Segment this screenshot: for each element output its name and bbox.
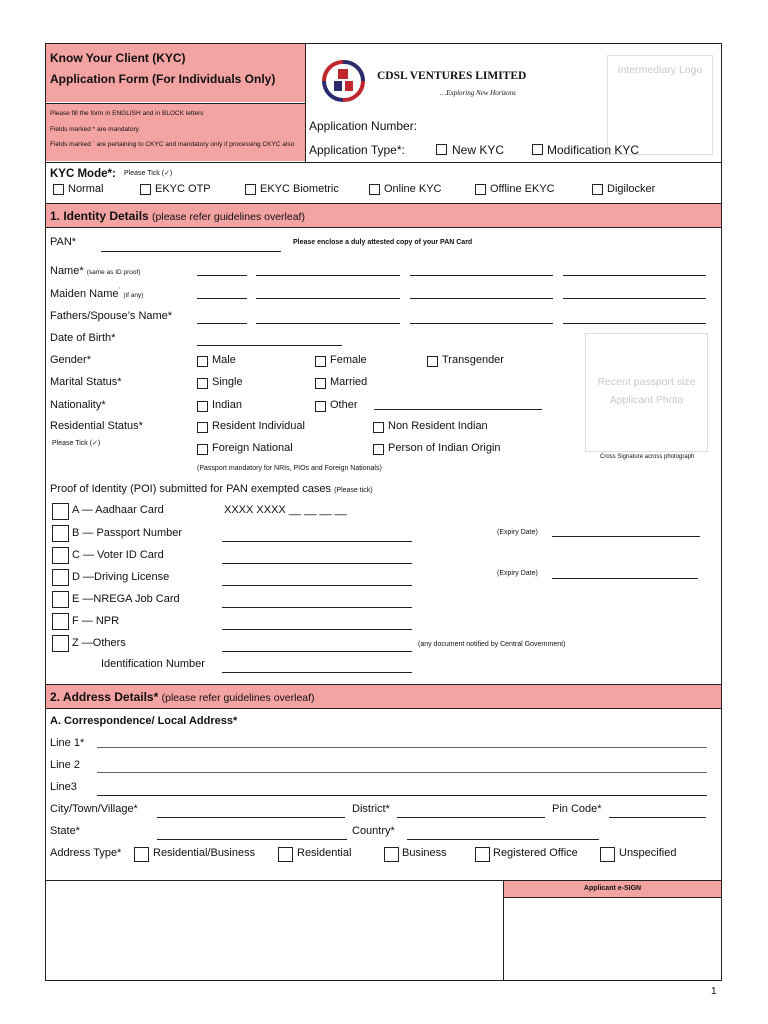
kyc-mode-normal-label: Normal: [68, 183, 104, 195]
poi-voter-label: C — Voter ID Card: [72, 549, 164, 561]
poi-label: Proof of Identity (POI) submitted for PAN exempted cases (Please tick): [50, 483, 373, 495]
father-first-input[interactable]: [256, 323, 400, 324]
company-name: CDSL VENTURES LIMITED: [377, 70, 527, 82]
application-type-label: Application Type*:: [309, 143, 405, 157]
country-input[interactable]: [407, 839, 599, 840]
foreign-national-label: Foreign National: [212, 442, 293, 454]
address-line3-input[interactable]: [97, 795, 707, 796]
header-divider: [305, 44, 306, 162]
address-line2-input[interactable]: [97, 772, 707, 773]
resident-individual-label: Resident Individual: [212, 420, 305, 432]
poi-passport-label: B — Passport Number: [72, 527, 183, 539]
modification-kyc-checkbox[interactable]: [532, 144, 543, 155]
nrega-input[interactable]: [222, 607, 412, 608]
identity-heading: 1. Identity Details: [50, 209, 149, 223]
driving-license-input[interactable]: [222, 585, 412, 586]
poi-voter-checkbox[interactable]: [52, 547, 69, 564]
esign-label: Applicant e-SIGN: [583, 885, 642, 892]
voter-id-input[interactable]: [222, 563, 412, 564]
state-label: State*: [50, 825, 80, 837]
gender-male-checkbox[interactable]: [197, 356, 208, 367]
maiden-first-input[interactable]: [256, 298, 400, 299]
poi-nrega-label: E —NREGA Job Card: [72, 593, 180, 605]
addr-type-registered-office-label: Registered Office: [493, 847, 578, 859]
kyc-mode-tick-note: Please Tick (✓): [124, 170, 173, 177]
foreign-national-checkbox[interactable]: [197, 444, 208, 455]
country-label: Country*: [352, 825, 395, 837]
form-title-line2: Application Form (For Individuals Only): [50, 72, 276, 86]
maiden-name-label: Maiden Name` (if any): [50, 288, 144, 300]
kyc-mode-label: KYC Mode*:: [50, 168, 116, 180]
gender-male-label: Male: [212, 354, 236, 366]
state-input[interactable]: [157, 839, 347, 840]
note-english: Please fill the form in ENGLISH and in BLOCK letters: [50, 110, 204, 117]
application-number-label: Application Number:: [309, 119, 418, 133]
kyc-mode-ekyc-biometric-checkbox[interactable]: [245, 184, 256, 195]
pan-note: Please enclose a duly attested copy of your PAN Card: [293, 239, 473, 246]
company-tagline: …Exploring New Horizons: [440, 89, 516, 97]
note-mandatory: Fields marked * are mandatory: [50, 126, 139, 133]
district-input[interactable]: [397, 817, 545, 818]
district-label: District*: [352, 803, 390, 815]
pin-code-label: Pin Code*: [552, 803, 602, 815]
photo-box-text: Recent passport size Applicant Photo: [597, 376, 696, 406]
kyc-mode-digilocker-label: Digilocker: [607, 183, 656, 195]
passport-mandatory-note: (Passport mandatory for NRIs, PIOs and Foreign Nationals): [197, 465, 382, 472]
poi-passport-checkbox[interactable]: [52, 525, 69, 542]
dob-label: Date of Birth*: [50, 332, 116, 344]
kyc-mode-online-checkbox[interactable]: [369, 184, 380, 195]
nationality-other-label: Other: [330, 399, 358, 411]
pan-input[interactable]: [101, 251, 281, 252]
name-first-input[interactable]: [256, 275, 400, 276]
non-resident-indian-label: Non Resident Indian: [388, 420, 488, 432]
addr-type-unspecified-label: Unspecified: [619, 847, 677, 859]
identity-heading-sub: (please refer guidelines overleaf): [152, 211, 305, 223]
kyc-mode-online-label: Online KYC: [384, 183, 442, 195]
driving-expiry-label: (Expiry Date): [497, 570, 538, 577]
address-line2-label: Line 2: [50, 759, 80, 771]
addr-type-business-label: Business: [402, 847, 447, 859]
nationality-label: Nationality*: [50, 399, 106, 411]
gender-transgender-label: Transgender: [442, 354, 504, 366]
others-input[interactable]: [222, 651, 412, 652]
non-resident-indian-checkbox[interactable]: [373, 422, 384, 433]
addr-type-residential-label: Residential: [297, 847, 352, 859]
father-name-label: Fathers/Spouse’s Name*: [50, 310, 173, 322]
npr-input[interactable]: [222, 629, 412, 630]
nationality-other-checkbox[interactable]: [315, 401, 326, 412]
city-label: City/Town/Village*: [50, 803, 138, 815]
kyc-mode-ekyc-otp-label: EKYC OTP: [155, 183, 211, 195]
marital-single-label: Single: [212, 376, 243, 388]
correspondence-address-label: A. Correspondence/ Local Address*: [50, 715, 238, 727]
gender-label: Gender*: [50, 354, 91, 366]
new-kyc-checkbox[interactable]: [436, 144, 447, 155]
page-number: 1: [711, 986, 717, 997]
kyc-mode-offline-checkbox[interactable]: [475, 184, 486, 195]
address-line1-label: Line 1*: [50, 737, 85, 749]
note-ckyc: Fields marked ` are pertaining to CKYC and mandatory only if processing CKYC also: [50, 141, 295, 148]
city-input[interactable]: [157, 817, 345, 818]
addr-type-residential-business-label: Residential/Business: [153, 847, 256, 859]
maiden-title-input[interactable]: [197, 298, 247, 299]
pan-label: PAN*: [50, 236, 77, 248]
addr-type-business-checkbox[interactable]: [384, 847, 399, 862]
kyc-mode-ekyc-otp-checkbox[interactable]: [140, 184, 151, 195]
name-label: Name* (same as ID proof): [50, 265, 141, 277]
gender-transgender-checkbox[interactable]: [427, 356, 438, 367]
identification-number-label: Identification Number: [101, 658, 205, 670]
passport-number-input[interactable]: [222, 541, 412, 542]
resident-individual-checkbox[interactable]: [197, 422, 208, 433]
identification-number-input[interactable]: [222, 672, 412, 673]
modification-kyc-label: Modification KYC: [547, 143, 640, 157]
addr-type-registered-office-checkbox[interactable]: [475, 847, 490, 862]
marital-single-checkbox[interactable]: [197, 378, 208, 389]
identity-section-header: [46, 203, 721, 228]
poi-others-label: Z —Others: [72, 637, 126, 649]
nationality-indian-label: Indian: [212, 399, 242, 411]
name-last-input[interactable]: [563, 275, 706, 276]
header-bottom-line: [45, 162, 722, 163]
father-title-input[interactable]: [197, 323, 247, 324]
form-title-line1: Know Your Client (KYC): [50, 51, 186, 65]
father-middle-input[interactable]: [410, 323, 553, 324]
new-kyc-label: New KYC: [452, 143, 505, 157]
address-heading-sub: (please refer guidelines overleaf): [161, 692, 315, 704]
intermediary-logo-text: Intermediary Logo: [617, 64, 703, 76]
residential-status-label: Residential Status*: [50, 420, 143, 432]
poi-driving-label: D —Driving License: [72, 571, 170, 583]
aadhaar-mask: XXXX XXXX __ __ __ __: [224, 504, 347, 516]
maiden-middle-input[interactable]: [410, 298, 553, 299]
name-middle-input[interactable]: [410, 275, 553, 276]
poi-driving-checkbox[interactable]: [52, 569, 69, 586]
poi-aadhaar-label: A — Aadhaar Card: [72, 504, 164, 516]
name-title-input[interactable]: [197, 275, 247, 276]
kyc-mode-offline-label: Offline EKYC: [490, 183, 555, 195]
kyc-mode-digilocker-checkbox[interactable]: [592, 184, 603, 195]
kyc-mode-normal-checkbox[interactable]: [53, 184, 64, 195]
cdsl-logo-icon: [316, 55, 371, 107]
maiden-last-input[interactable]: [563, 298, 706, 299]
poi-others-checkbox[interactable]: [52, 635, 69, 652]
father-last-input[interactable]: [563, 323, 706, 324]
marital-status-label: Marital Status*: [50, 376, 122, 388]
gender-female-checkbox[interactable]: [315, 356, 326, 367]
address-section-header: [46, 684, 721, 709]
addr-type-residential-checkbox[interactable]: [278, 847, 293, 862]
poi-nrega-checkbox[interactable]: [52, 591, 69, 608]
nationality-indian-checkbox[interactable]: [197, 401, 208, 412]
esign-area[interactable]: [504, 899, 721, 980]
residential-tick-note: Please Tick (✓): [52, 440, 101, 447]
person-indian-origin-label: Person of Indian Origin: [388, 442, 501, 454]
addr-type-unspecified-checkbox[interactable]: [600, 847, 615, 862]
photo-caption: Cross Signature across photograph: [600, 454, 695, 460]
pin-code-input[interactable]: [609, 817, 706, 818]
marital-married-checkbox[interactable]: [315, 378, 326, 389]
address-heading: 2. Address Details*: [50, 690, 159, 704]
driving-expiry-input[interactable]: [552, 578, 698, 579]
poi-aadhaar-checkbox[interactable]: [52, 503, 69, 520]
dob-input[interactable]: [197, 345, 342, 346]
passport-expiry-input[interactable]: [552, 536, 700, 537]
address-line1-input[interactable]: [97, 747, 707, 748]
addr-type-residential-business-checkbox[interactable]: [134, 847, 149, 862]
others-note: (any document notified by Central Government): [418, 641, 566, 648]
address-type-label: Address Type*: [50, 847, 122, 859]
marital-married-label: Married: [330, 376, 368, 388]
person-indian-origin-checkbox[interactable]: [373, 444, 384, 455]
poi-npr-checkbox[interactable]: [52, 613, 69, 630]
poi-npr-label: F — NPR: [72, 615, 120, 627]
kyc-mode-ekyc-biometric-label: EKYC Biometric: [260, 183, 339, 195]
passport-expiry-label: (Expiry Date): [497, 529, 538, 536]
gender-female-label: Female: [330, 354, 367, 366]
address-line3-label: Line3: [50, 781, 77, 793]
nationality-other-input[interactable]: [374, 409, 542, 410]
